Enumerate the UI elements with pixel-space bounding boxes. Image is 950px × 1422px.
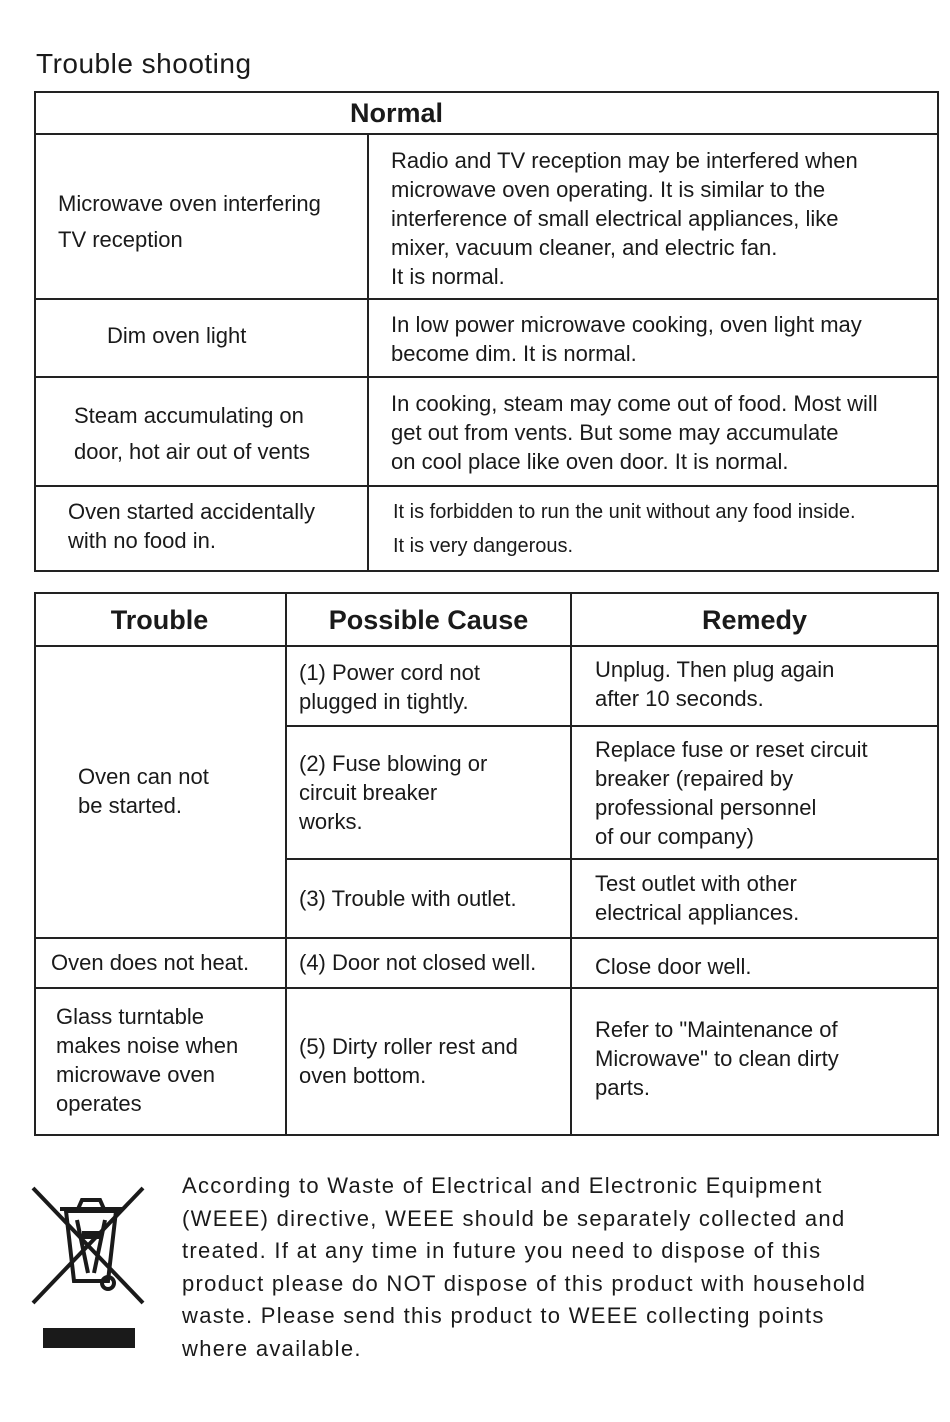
- trouble-header: Trouble: [110, 605, 209, 635]
- normal-symptom: Oven started accidentally with no food in.: [68, 499, 316, 553]
- cause-cell: (4) Door not closed well.: [299, 950, 537, 975]
- trouble-cell: Oven can not be started.: [78, 764, 209, 818]
- normal-symptom: Microwave oven interfering TV reception: [58, 191, 321, 252]
- cause-cell: (2) Fuse blowing or circuit breaker works.: [299, 751, 488, 834]
- normal-symptom: Dim oven light: [107, 323, 247, 348]
- cause-cell: (3) Trouble with outlet.: [299, 886, 517, 911]
- weee-notice: According to Waste of Electrical and Electronic Equipment (WEEE) directive, WEEE should be separately collected and treated. If at any time in future you need to dispose of this product please do NOT dispose of this product with household waste. Please send this product to WEEE collecting points where available.: [182, 1173, 867, 1361]
- remedy-header: Remedy: [701, 605, 808, 635]
- normal-explanation: Radio and TV reception may be interfered when microwave oven operating. It is similar to the interference of small electrical appliances, like mixer, vacuum cleaner, and electric fan. It is normal.: [391, 148, 858, 289]
- normal-explanation: In low power microwave cooking, oven light may become dim. It is normal.: [391, 312, 862, 366]
- normal-explanation: In cooking, steam may come out of food. Most will get out from vents. But some may accumulate on cool place like oven door. It is normal.: [391, 391, 878, 474]
- remedy-cell: Replace fuse or reset circuit breaker (repaired by professional personnel of our company): [595, 737, 868, 849]
- crossed-out-wheelie-bin-icon: [30, 1185, 150, 1355]
- trouble-cell: Oven does not heat.: [51, 950, 250, 975]
- normal-table-header: Normal: [349, 98, 444, 128]
- cause-cell: (1) Power cord not plugged in tightly.: [299, 660, 480, 714]
- normal-explanation: It is forbidden to run the unit without any food inside. It is very dangerous.: [393, 501, 856, 557]
- remedy-cell: Unplug. Then plug again after 10 seconds.: [595, 657, 835, 711]
- page-title: Trouble shooting: [36, 48, 252, 79]
- trouble-cell: Glass turntable makes noise when microwave oven operates: [56, 1004, 239, 1116]
- remedy-cell: Refer to "Maintenance of Microwave" to clean dirty parts.: [595, 1017, 839, 1100]
- remedy-cell: Close door well.: [595, 954, 752, 979]
- remedy-cell: Test outlet with other electrical appliances.: [595, 871, 800, 925]
- normal-symptom: Steam accumulating on door, hot air out of vents: [74, 403, 311, 464]
- cause-cell: (5) Dirty roller rest and oven bottom.: [299, 1034, 518, 1088]
- possible-cause-header: Possible Cause: [328, 605, 529, 635]
